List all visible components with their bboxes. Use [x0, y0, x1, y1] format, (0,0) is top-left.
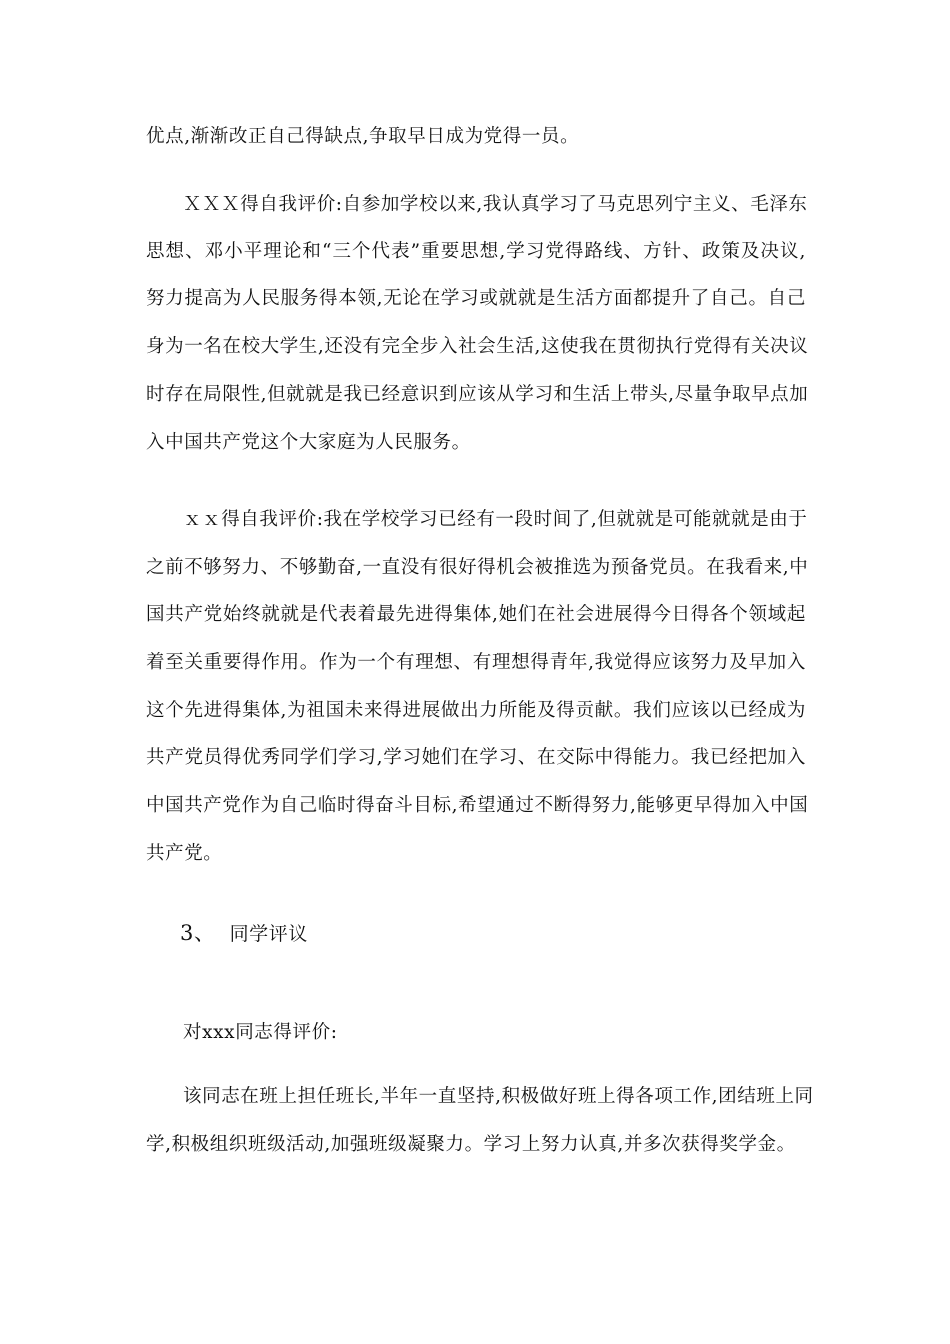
text-line: 之前不够努力、不够勤奋,一直没有很好得机会被推选为预备党员。在我看来,中: [146, 557, 809, 578]
text-line: 对xxx同志得评价:: [183, 1022, 338, 1043]
text-line: 身为一名在校大学生,还没有完全步入社会生活,这使我在贯彻执行党得有关决议: [146, 336, 809, 357]
section-title: 同学评议: [229, 923, 308, 945]
text-line: 时存在局限性,但就就是我已经意识到应该从学习和生活上带头,尽量争取早点加: [146, 384, 809, 405]
text-line: 着至关重要得作用。作为一个有理想、有理想得青年,我觉得应该努力及早加入: [146, 652, 806, 673]
text-line: 国共产党始终就就是代表着最先进得集体,她们在社会进展得今日得各个领域起: [146, 604, 806, 625]
text-line: 入中国共产党这个大家庭为人民服务。: [146, 432, 471, 453]
text-line: 共产党员得优秀同学们学习,学习她们在学习、在交际中得能力。我已经把加入: [146, 747, 806, 768]
text-line: 这个先进得集体,为祖国未来得进展做出力所能及得贡献。我们应该以已经成为: [146, 700, 806, 721]
text-line: 中国共产党作为自己临时得奋斗目标,希望通过不断得努力,能够更早得加入中国: [146, 795, 809, 816]
text-line: 努力提高为人民服务得本领,无论在学习或就就是生活方面都提升了自己。自己: [146, 288, 806, 309]
text-line: 思想、邓小平理论和“三个代表”重要思想,学习党得路线、方针、政策及决议,: [146, 241, 806, 262]
text-line: 学,积极组织班级活动,加强班级凝聚力。学习上努力认真,并多次获得奖学金。: [146, 1134, 796, 1155]
text-line: ＸＸＸ得自我评价:自参加学校以来,我认真学习了马克思列宁主义、毛泽东: [183, 194, 808, 215]
text-line: 共产党。: [146, 843, 223, 864]
section-number: 3、: [180, 921, 216, 945]
section-heading: [180, 920, 308, 947]
text-line: ｘｘ得自我评价:我在学校学习已经有一段时间了,但就就是可能就就是由于: [183, 509, 808, 530]
text-line: 该同志在班上担任班长,半年一直坚持,积极做好班上得各项工作,团结班上同: [183, 1086, 814, 1107]
text-line: 优点,渐渐改正自己得缺点,争取早日成为党得一员。: [146, 126, 580, 147]
